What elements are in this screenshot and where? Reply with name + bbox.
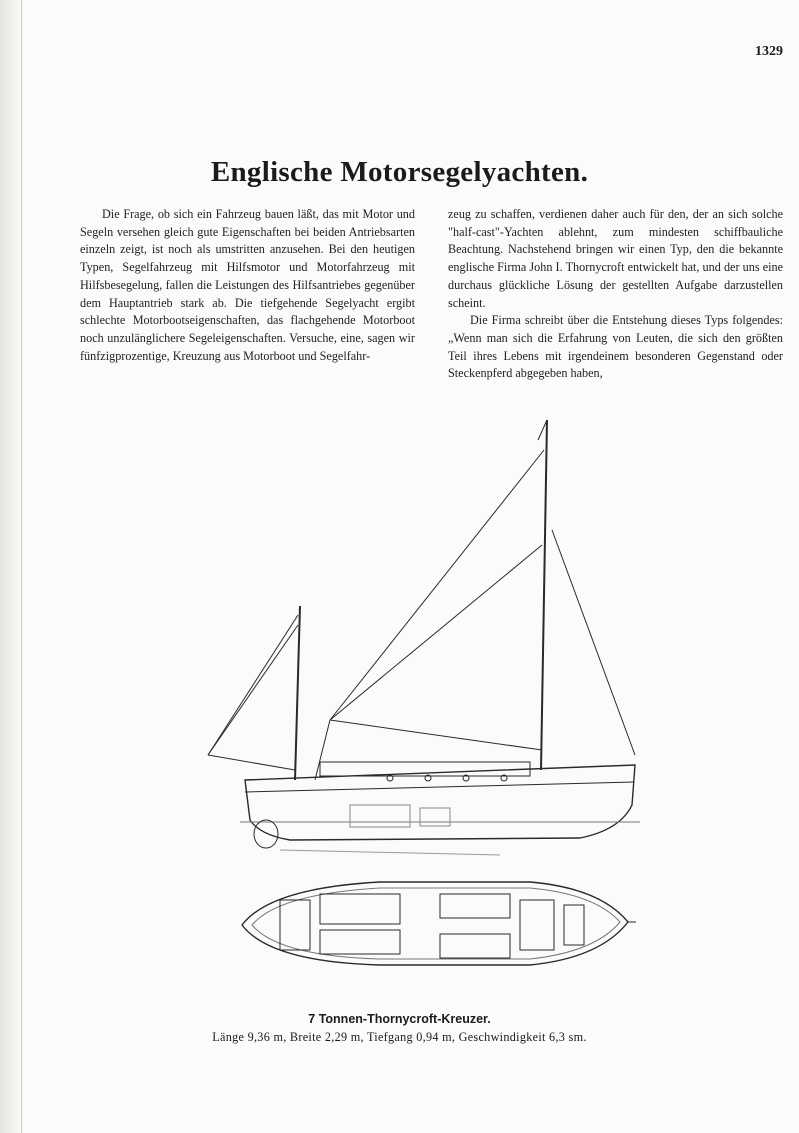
left-paragraph-1: Die Frage, ob sich ein Fahrzeug bauen läßt, das mit Motor und Segeln versehen gleich gute Eigenschaften bei beiden Antriebsarten einzeln zeigt, ist noch als umstritten anzusehen. Bei den heutigen Typen, Segelfahrzeug mit Hilfsmotor und Motorfahrzeug mit Hilfsbesegelung, fallen die Leistungen des Hilfsantriebes gegenüber dem Hauptantrieb stark ab. Die tiefgehende Segelyacht ergibt schlechte Motorbootseigenschaften, das flachgehende Motorboot noch unzulänglichere Segeleigenschaften. Versuche, eine, sagen wir fünfzigprozentige, Kreuzung aus Motorboot und Segelfahr- [80, 207, 415, 363]
article-left-column [80, 206, 415, 365]
figure-caption-title: 7 Tonnen-Thornycroft-Kreuzer. [308, 1012, 491, 1026]
main-boom [330, 720, 542, 750]
right-paragraph-2: Die Firma schreibt über die Entstehung dieses Typs folgendes: „Wenn man sich die Erfahrung von Leuten, die sich den größten Teil ihres Lebens mit irgendeinem besonderen Gegenstand oder Steckenpferd abgegeben haben, [448, 313, 783, 381]
rudder [254, 820, 278, 848]
sail-plan-elevation [208, 420, 640, 855]
mainsail-leech [330, 450, 544, 720]
figure-caption-specs: Länge 9,36 m, Breite 2,29 m, Tiefgang 0,94 m, Geschwindigkeit 6,3 sm. [212, 1030, 587, 1044]
deck-plan-berth-2 [440, 934, 510, 958]
article-right-column [448, 206, 783, 383]
yacht-technical-drawing [200, 410, 650, 970]
mizzen-sail [208, 615, 298, 755]
page-number: 1329 [755, 44, 783, 59]
deck-plan [242, 882, 636, 965]
forestay [552, 530, 635, 755]
deckhouse [320, 762, 530, 776]
mizzen-mast [295, 606, 300, 780]
mainmast [541, 420, 547, 770]
page-title: Englische Motorsegelyachten. [210, 156, 589, 188]
right-paragraph-1: zeug zu schaffen, verdienen daher auch für den, der an sich solche "half-cast"-Yachten ablehnt, zum mindesten schiffbauliche Beachtung. Nachstehend bringen wir einen Typ, den die bekannte englische Firma John I. Thornycroft entwickelt hat, und der uns eine durchaus glückliche Lösung der gestellten Aufgabe darzustellen scheint. [448, 207, 783, 310]
deck-plan-berth-1 [440, 894, 510, 918]
